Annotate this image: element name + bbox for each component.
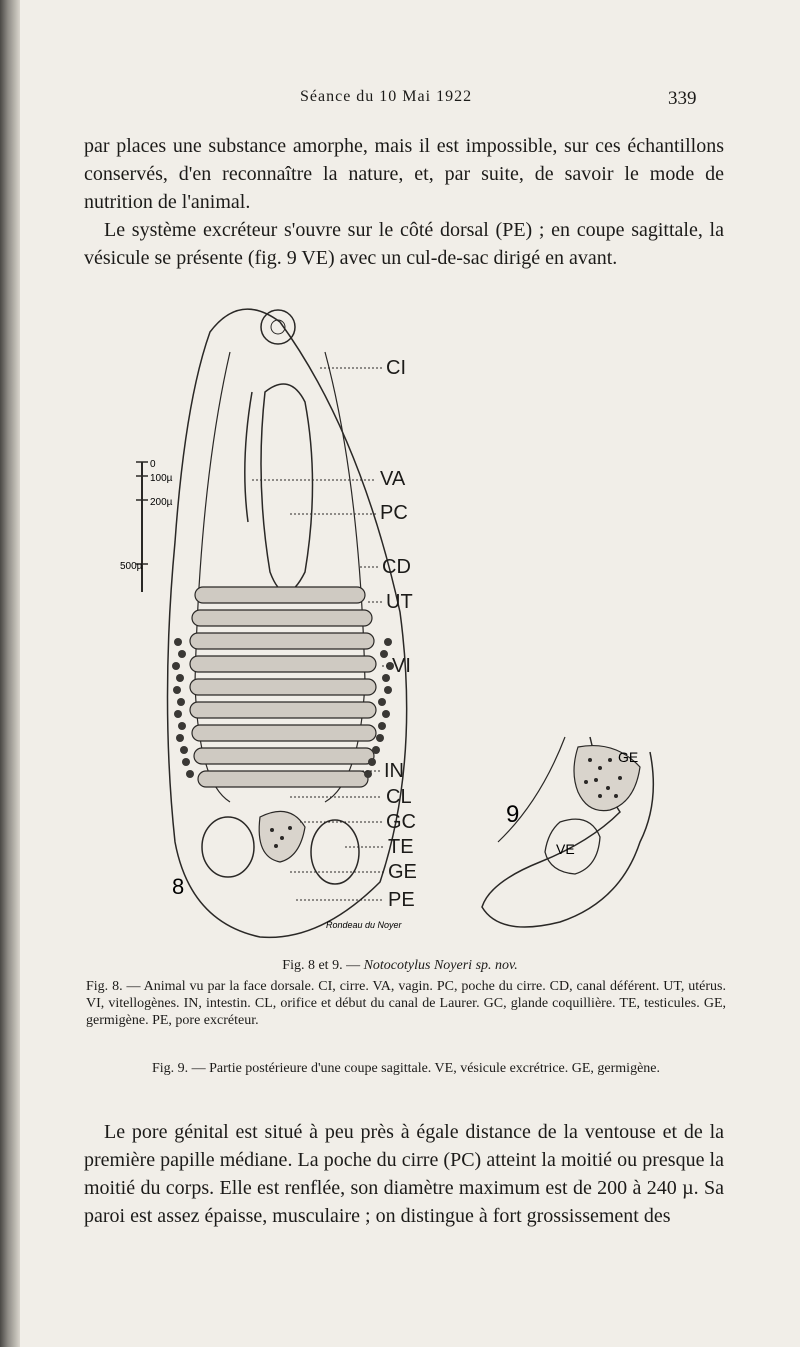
paragraph-3: Le pore génital est situé à peu près à égale distance de la ventouse et de la première papille médiane. La poche du cirre (PC) atteint la moitié ou presque la moitié du corps. Elle est renflée, son diamètre maximum est de 200 à 240 µ. Sa paroi est assez épaisse, musculaire ; on distingue à fort grossissement des bbox=[84, 1121, 724, 1227]
figure-title-species: Notocotylus Noyeri sp. nov. bbox=[363, 958, 518, 973]
figure-illustration bbox=[120, 282, 740, 942]
fig8-label-cl: CL bbox=[386, 786, 412, 808]
top-text-block bbox=[84, 132, 724, 272]
fig8-oral-sucker bbox=[261, 310, 295, 344]
caption-fig8: Fig. 8. — Animal vu par la face dorsale. CI, cirre. VA, vagin. PC, poche du cirre. CD, canal déférent. UT, utérus. VI, vitellogènes. IN, intestin. CL, orifice et début du canal de Laurer. GC, glande coquillière. TE, testicules. GE, germigène. PE, pore excréteur. bbox=[86, 979, 726, 1028]
paragraph-2: Le système excréteur s'ouvre sur le côté dorsal (PE) ; en coupe sagittale, la vésicule se présente (fig. 9 VE) avec un cul-de-sac dirigé en avant. bbox=[84, 219, 724, 269]
bottom-text-block bbox=[84, 1118, 724, 1230]
fig8-number: 8 bbox=[172, 874, 185, 899]
fig8-label-gc: GC bbox=[386, 811, 416, 833]
fig8-testis-left bbox=[202, 817, 254, 877]
scale-label-0: 0 bbox=[150, 459, 156, 470]
fig8-label-ut: UT bbox=[386, 591, 413, 613]
fig9-number: 9 bbox=[506, 801, 520, 828]
scale-label-200: 200µ bbox=[150, 497, 173, 508]
fig8-uterus bbox=[190, 587, 376, 787]
page-number: 339 bbox=[668, 88, 697, 109]
fig8-cirrus-pouch bbox=[261, 384, 313, 592]
scale-label-500: 500µ bbox=[120, 561, 143, 572]
fig8-label-vi: VI bbox=[392, 655, 411, 677]
fig8-label-ge: GE bbox=[388, 861, 417, 883]
figure-title bbox=[0, 958, 800, 974]
fig8-label-in: IN bbox=[384, 760, 404, 782]
fig8-testis-right bbox=[311, 820, 359, 884]
running-header: Séance du 10 Mai 1922 bbox=[300, 88, 473, 105]
caption-fig9: Fig. 9. — Partie postérieure d'une coupe sagittale. VE, vésicule excrétrice. GE, germigène. bbox=[151, 1061, 661, 1076]
figure-svg bbox=[120, 282, 740, 942]
fig8-label-pe: PE bbox=[388, 889, 415, 911]
fig9-label-ge: GE bbox=[618, 749, 639, 765]
fig8-label-cd: CD bbox=[382, 556, 411, 578]
fig9-label-ve: VE bbox=[556, 841, 575, 857]
fig8-label-va: VA bbox=[380, 468, 406, 490]
figure-title-prefix: Fig. 8 et 9. — bbox=[282, 958, 364, 973]
scale-label-100: 100µ bbox=[150, 473, 173, 484]
fig8-signature: Rondeau du Noyer bbox=[326, 920, 402, 930]
paragraph-1: par places une substance amorphe, mais il est impossible, sur ces échantillons conservés, d'en reconnaître la nature, et, par suite, de savoir le mode de nutrition de l'animal. bbox=[84, 135, 724, 213]
fig8-label-ci: CI bbox=[386, 357, 406, 379]
fig8-label-pc: PC bbox=[380, 502, 408, 524]
book-spine-shadow bbox=[0, 0, 20, 1347]
fig8-label-te: TE bbox=[388, 836, 414, 858]
